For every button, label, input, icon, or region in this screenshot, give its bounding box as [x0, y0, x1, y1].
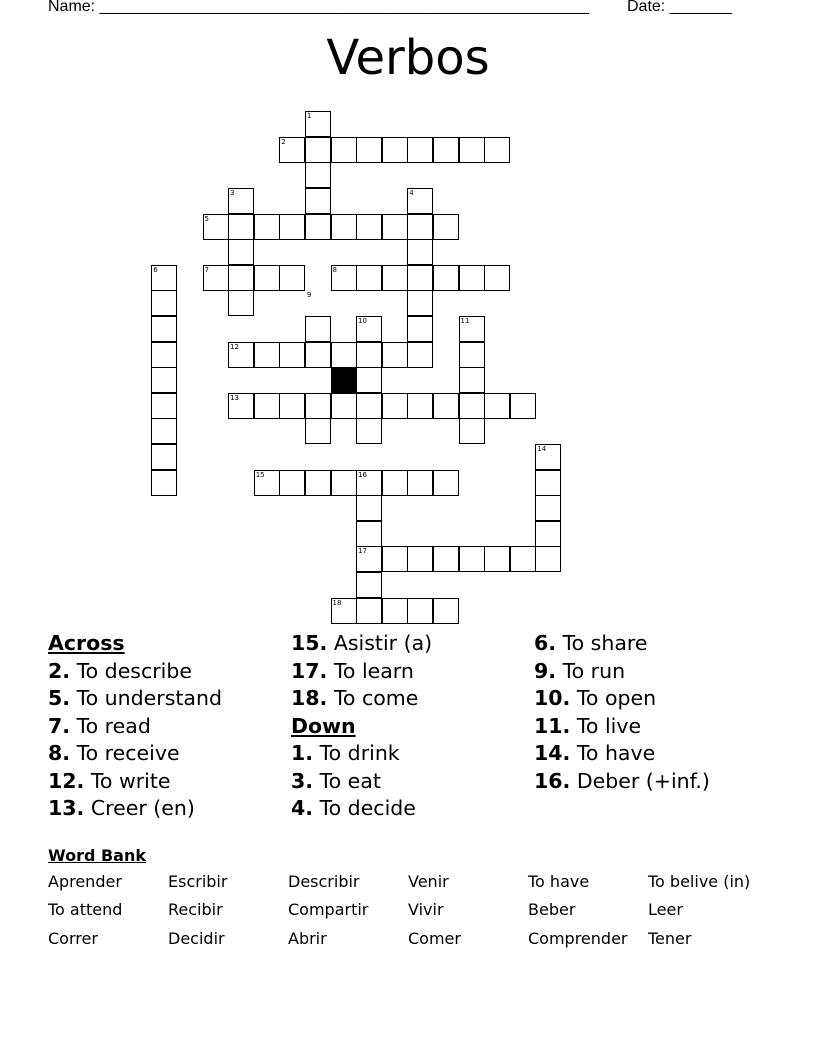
word-bank-item: Venir: [408, 872, 449, 891]
grid-cell[interactable]: [433, 265, 459, 291]
clues-column-3: [534, 630, 710, 795]
clue-item: [48, 685, 222, 713]
grid-cell[interactable]: [356, 137, 382, 163]
grid-cell[interactable]: [535, 521, 561, 547]
grid-cell[interactable]: [356, 367, 382, 393]
grid-cell[interactable]: [356, 495, 382, 521]
grid-cell[interactable]: [484, 393, 510, 419]
clue-number: 10: [358, 316, 368, 325]
grid-cell[interactable]: [279, 393, 305, 419]
grid-cell[interactable]: [382, 546, 408, 572]
clue-item-text: Asistir (a): [327, 631, 433, 655]
clue-item-number: 1.: [291, 741, 314, 765]
clue-item: [48, 713, 222, 741]
clue-item-number: 11.: [534, 713, 571, 738]
grid-cell[interactable]: [382, 393, 408, 419]
grid-cell[interactable]: [331, 470, 357, 496]
grid-cell[interactable]: [407, 393, 433, 419]
grid-cell[interactable]: [228, 290, 254, 316]
clue-item-number: 4.: [291, 796, 314, 820]
clue-item-number: 7.: [48, 713, 71, 738]
clue-item: [48, 658, 222, 686]
grid-cell[interactable]: [228, 214, 254, 240]
clue-item: [534, 740, 710, 768]
grid-cell[interactable]: [151, 418, 177, 444]
grid-cell[interactable]: [459, 137, 485, 163]
grid-cell[interactable]: [356, 265, 382, 291]
word-bank-item: Escribir: [168, 872, 228, 891]
clue-item-text: Creer (en): [84, 796, 195, 820]
grid-cell[interactable]: [510, 546, 536, 572]
clue-item-number: 18.: [291, 686, 328, 710]
grid-cell[interactable]: [433, 214, 459, 240]
grid-cell[interactable]: [151, 367, 177, 393]
word-bank-item: To belive (in): [648, 872, 751, 891]
grid-cell[interactable]: [382, 265, 408, 291]
grid-cell[interactable]: [254, 265, 280, 291]
word-bank-item: Leer: [648, 900, 683, 919]
grid-cell[interactable]: [407, 316, 433, 342]
word-bank-item: Abrir: [288, 929, 327, 948]
grid-cell[interactable]: [305, 418, 331, 444]
grid-cell[interactable]: [459, 367, 485, 393]
clue-item-text: Deber (+inf.): [570, 768, 710, 793]
grid-cell[interactable]: [331, 342, 357, 368]
grid-cell[interactable]: [535, 470, 561, 496]
grid-cell[interactable]: [331, 214, 357, 240]
grid-cell[interactable]: [433, 546, 459, 572]
grid-cell[interactable]: [356, 598, 382, 624]
word-bank-item: Compartir: [288, 900, 369, 919]
clue-item-number: 2.: [48, 658, 71, 683]
clue-number: 2: [281, 137, 286, 146]
grid-cell[interactable]: [356, 521, 382, 547]
grid-cell[interactable]: [331, 137, 357, 163]
clue-number: 3: [230, 188, 235, 197]
grid-cell[interactable]: [305, 214, 331, 240]
grid-cell[interactable]: [484, 265, 510, 291]
clue-item-number: 5.: [48, 686, 71, 710]
grid-cell[interactable]: [407, 265, 433, 291]
clue-item-text: To receive: [70, 741, 180, 765]
clue-item-number: 16.: [534, 768, 571, 793]
grid-cell[interactable]: [459, 393, 485, 419]
grid-cell[interactable]: [279, 265, 305, 291]
grid-cell[interactable]: [228, 239, 254, 265]
grid-cell[interactable]: [433, 598, 459, 624]
grid-cell[interactable]: [484, 546, 510, 572]
grid-cell[interactable]: [151, 470, 177, 496]
clue-item: [534, 658, 710, 686]
word-bank-item: Describir: [288, 872, 360, 891]
clue-section-heading: Down: [291, 713, 356, 738]
grid-cell[interactable]: [459, 546, 485, 572]
clue-item: [534, 768, 710, 796]
clue-item: [291, 630, 432, 658]
word-bank-item: To have: [528, 872, 590, 891]
clue-item-number: 12.: [48, 768, 85, 793]
grid-cell[interactable]: [151, 444, 177, 470]
grid-cell[interactable]: [151, 290, 177, 316]
clue-item-number: 9.: [534, 658, 557, 683]
clue-number: 15: [255, 470, 265, 479]
word-bank-item: Aprender: [48, 872, 122, 891]
grid-cell[interactable]: [535, 495, 561, 521]
clue-item-text: To learn: [327, 658, 414, 683]
clue-number: 6: [153, 265, 158, 274]
clue-number: 4: [409, 188, 414, 197]
grid-cell[interactable]: [279, 214, 305, 240]
clue-number: 9: [306, 291, 312, 300]
clue-item: [291, 740, 432, 768]
clue-item-number: 3.: [291, 768, 314, 793]
clue-number: 7: [204, 265, 209, 274]
grid-black-cell: [331, 367, 357, 393]
date-field-label: Date: _______: [627, 0, 732, 15]
name-field-label: Name: _______________________________________________________: [48, 0, 589, 15]
grid-cell[interactable]: [382, 214, 408, 240]
grid-cell[interactable]: [407, 546, 433, 572]
clues-column-1: [48, 630, 222, 823]
grid-cell[interactable]: [305, 342, 331, 368]
grid-cell[interactable]: [484, 137, 510, 163]
clue-item-number: 17.: [291, 658, 328, 683]
clue-item-text: To write: [84, 768, 171, 793]
grid-cell[interactable]: [459, 418, 485, 444]
grid-cell[interactable]: [407, 137, 433, 163]
word-bank-item: Decidir: [168, 929, 225, 948]
clue-section-heading: Across: [48, 631, 125, 655]
clue-item-text: To share: [556, 631, 648, 655]
grid-cell[interactable]: [407, 239, 433, 265]
clue-number: 14: [537, 444, 547, 453]
clues-column-2: [291, 630, 432, 823]
clue-item-number: 8.: [48, 741, 71, 765]
grid-cell[interactable]: [254, 214, 280, 240]
grid-cell[interactable]: [382, 342, 408, 368]
grid-cell[interactable]: [305, 316, 331, 342]
word-bank-item: To attend: [48, 900, 123, 919]
clue-item-number: 15.: [291, 631, 328, 655]
grid-cell[interactable]: [279, 470, 305, 496]
grid-cell[interactable]: [433, 393, 459, 419]
word-bank-item: Beber: [528, 900, 576, 919]
word-bank-item: Vivir: [408, 900, 444, 919]
word-bank-item: Comprender: [528, 929, 628, 948]
word-bank-item: Tener: [648, 929, 692, 948]
clue-number: 18: [332, 598, 342, 607]
page-title: Verbos: [326, 30, 490, 86]
grid-cell[interactable]: [356, 572, 382, 598]
clue-number: 5: [204, 214, 209, 223]
word-bank-item: Recibir: [168, 900, 223, 919]
word-bank-item: Correr: [48, 929, 98, 948]
clue-number: 1: [306, 112, 312, 121]
grid-cell[interactable]: [151, 393, 177, 419]
grid-cell[interactable]: [279, 342, 305, 368]
grid-cell[interactable]: [407, 470, 433, 496]
grid-cell[interactable]: [459, 265, 485, 291]
grid-cell[interactable]: [433, 137, 459, 163]
clue-item-number: 14.: [534, 741, 571, 765]
grid-cell[interactable]: [356, 393, 382, 419]
grid-cell[interactable]: [433, 470, 459, 496]
clue-item-text: To drink: [313, 741, 400, 765]
word-bank-title: Word Bank: [48, 846, 147, 865]
grid-cell[interactable]: [407, 290, 433, 316]
clue-number: 17: [358, 547, 368, 556]
clue-item: [48, 795, 222, 823]
clue-item: [534, 713, 710, 741]
grid-cell[interactable]: [305, 137, 331, 163]
clue-item: [291, 768, 432, 796]
grid-cell[interactable]: [356, 214, 382, 240]
grid-cell[interactable]: [407, 214, 433, 240]
grid-cell[interactable]: [151, 342, 177, 368]
grid-cell[interactable]: [228, 265, 254, 291]
grid-cell[interactable]: [382, 598, 408, 624]
clue-item: [534, 630, 710, 658]
clue-item-text: To read: [70, 713, 151, 738]
grid-cell[interactable]: [254, 393, 280, 419]
grid-cell[interactable]: [407, 342, 433, 368]
clue-item: [291, 658, 432, 686]
clue-item: [291, 685, 432, 713]
grid-cell[interactable]: [254, 342, 280, 368]
clue-item-text: To run: [556, 658, 626, 683]
grid-cell[interactable]: [305, 393, 331, 419]
clue-item-text: To describe: [70, 658, 193, 683]
clue-number: 11: [460, 316, 470, 325]
grid-cell[interactable]: [305, 188, 331, 214]
clue-item-number: 10.: [534, 686, 571, 710]
grid-cell[interactable]: [382, 137, 408, 163]
clue-item: [48, 740, 222, 768]
clue-item: [291, 795, 432, 823]
grid-cell[interactable]: [407, 598, 433, 624]
clue-item-text: To come: [327, 686, 419, 710]
grid-cell[interactable]: [305, 470, 331, 496]
clue-item: [48, 768, 222, 796]
clue-item-text: To decide: [313, 796, 416, 820]
clue-item-text: To have: [570, 741, 656, 765]
grid-cell[interactable]: [459, 342, 485, 368]
clue-item-text: To open: [570, 686, 657, 710]
clue-number: 16: [358, 470, 368, 479]
clue-item: [534, 685, 710, 713]
grid-cell[interactable]: [356, 342, 382, 368]
clue-item-text: To eat: [313, 768, 381, 793]
clue-number: 13: [230, 393, 240, 402]
word-bank-item: Comer: [408, 929, 461, 948]
clue-item-text: To live: [570, 713, 642, 738]
clue-number: 12: [230, 342, 240, 351]
clue-item-number: 13.: [48, 796, 85, 820]
grid-cell[interactable]: [535, 546, 561, 572]
grid-cell[interactable]: [331, 393, 357, 419]
grid-cell[interactable]: [151, 316, 177, 342]
grid-cell[interactable]: [305, 162, 331, 188]
clue-item-number: 6.: [534, 631, 557, 655]
clue-number: 8: [332, 265, 337, 274]
grid-cell[interactable]: [356, 418, 382, 444]
clue-item-text: To understand: [70, 686, 223, 710]
grid-cell[interactable]: [510, 393, 536, 419]
grid-cell[interactable]: [382, 470, 408, 496]
